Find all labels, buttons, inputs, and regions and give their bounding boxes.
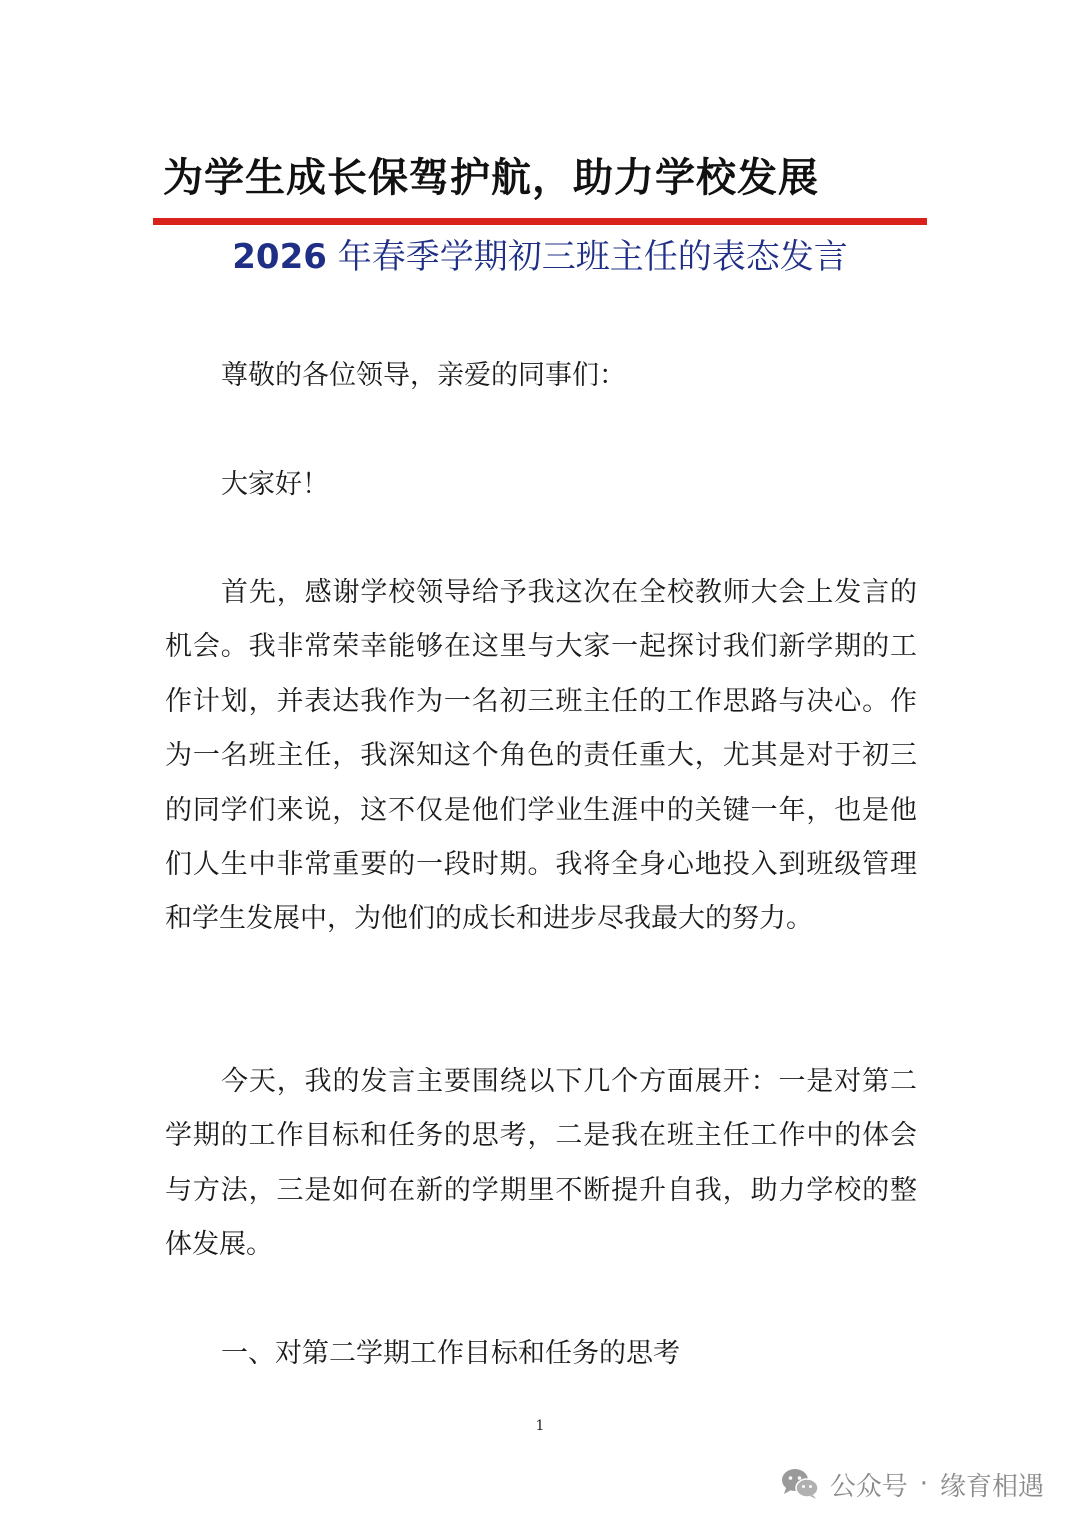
section-heading: 一、对第二学期工作目标和任务的思考 (221, 1338, 680, 1369)
subtitle-text: 年春季学期初三班主任的表态发言 (326, 237, 848, 277)
watermark (780, 1462, 1044, 1506)
body-paragraph-1: 首先，感谢学校领导给予我这次在全校教师大会上发言的机会。我非常荣幸能够在这里与大家一起探讨我们新学期的工作计划，并表达我作为一名初三班主任的工作思路与决心。作为一名班主任，我深知这个角色的责任重大，尤其是对于初三的同学们来说，这不仅是他们学业生涯中的关键一年，也是他们人生中非常重要的一段时期。我将全身心地投入到班级管理和学生发展中，为他们的成长和进步尽我最大的努力。 (165, 577, 917, 935)
page-number: 1 (535, 1418, 545, 1434)
wechat-icon (780, 1467, 820, 1501)
body-paragraph-2: 今天，我的发言主要围绕以下几个方面展开：一是对第二学期的工作目标和任务的思考，二是我在班主任工作中的体会与方法，三是如何在新的学期里不断提升自我，助力学校的整体发展。 (165, 1066, 917, 1261)
watermark-account-name: 缘育相遇 (939, 1471, 1044, 1502)
document-title: 为学生成长保驾护航，助力学校发展 (163, 155, 819, 201)
subtitle-year: 2026 (232, 237, 327, 277)
watermark-separator: · (919, 1469, 928, 1499)
watermark-prefix: 公众号 (829, 1471, 908, 1502)
title-divider-line (153, 218, 927, 225)
salutation: 尊敬的各位领导，亲爱的同事们： (221, 360, 626, 391)
greeting: 大家好！ (221, 469, 329, 500)
document-subtitle (0, 228, 1080, 286)
